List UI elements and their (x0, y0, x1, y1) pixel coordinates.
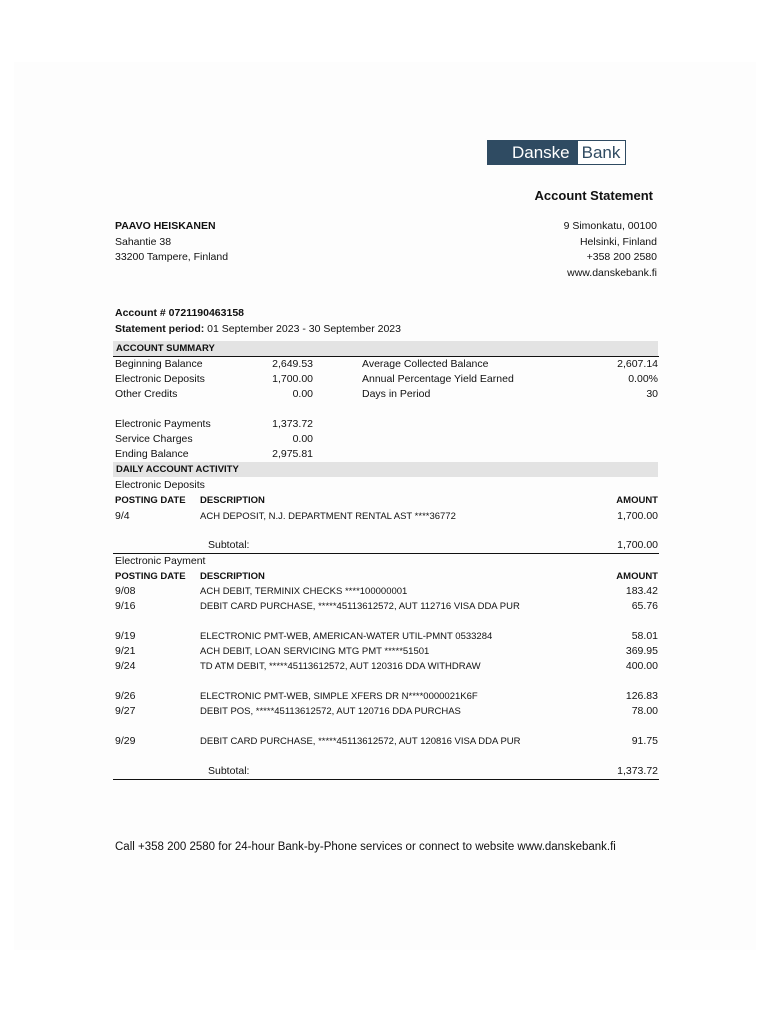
payments-section-title (115, 554, 658, 569)
txn-date: 9/26 (115, 690, 136, 702)
txn-description: ACH DEBIT, TERMINIX CHECKS ****100000001 (200, 586, 408, 597)
bank-street: 9 Simonkatu, 00100 (563, 220, 657, 232)
txn-description: ELECTRONIC PMT-WEB, AMERICAN-WATER UTIL-PMNT 0533284 (200, 631, 493, 642)
txn-description: TD ATM DEBIT, *****45113612572, AUT 120316 DDA WITHDRAW (200, 661, 481, 672)
customer-city: 33200 Tampere, Finland (115, 251, 229, 263)
statement-period-label: Statement period: (115, 323, 205, 335)
transaction-row (115, 659, 658, 674)
footer-contact-text: Call +358 200 2580 for 24-hour Bank-by-Phone services or connect to website www.danskebank.fi (115, 841, 616, 853)
customer-street: Sahantie 38 (115, 235, 172, 248)
txn-date: 9/08 (115, 585, 136, 597)
txn-amount: 91.75 (631, 735, 658, 747)
summary-label: Average Collected Balance (362, 358, 489, 370)
column-headers (115, 569, 658, 584)
transaction-row (115, 629, 658, 644)
subtotal-row (115, 538, 658, 553)
txn-date: 9/4 (115, 510, 130, 522)
statement-period (115, 321, 401, 337)
account-number: Account # 0721190463158 (115, 307, 245, 319)
txn-date: 9/21 (115, 645, 136, 657)
summary-value: 0.00% (628, 373, 658, 385)
summary-row (115, 447, 658, 462)
col-amount: AMOUNT (616, 571, 658, 582)
summary-row (115, 372, 658, 387)
bank-address (500, 219, 657, 281)
summary-value: 0.00 (292, 433, 313, 445)
customer-name: PAAVO HEISKANEN (115, 220, 216, 232)
account-info (115, 305, 401, 337)
bank-city: Helsinki, Finland (579, 235, 657, 248)
summary-value: 1,700.00 (272, 373, 313, 385)
txn-amount: 78.00 (631, 705, 658, 717)
account-summary-heading: ACCOUNT SUMMARY (113, 341, 658, 356)
txn-description: DEBIT CARD PURCHASE, *****45113612572, AUT 112716 VISA DDA PUR (200, 601, 520, 612)
transaction-row (115, 584, 658, 599)
summary-value: 2,975.81 (272, 448, 313, 460)
summary-row (115, 357, 658, 372)
txn-amount: 1,700.00 (617, 510, 658, 522)
txn-description: DEBIT CARD PURCHASE, *****45113612572, AUT 120816 VISA DDA PUR (200, 736, 521, 747)
daily-activity-heading: DAILY ACCOUNT ACTIVITY (113, 462, 658, 477)
txn-amount: 58.01 (631, 630, 658, 642)
summary-label: Annual Percentage Yield Earned (362, 373, 514, 385)
txn-description: DEBIT POS, *****45113612572, AUT 120716 DDA PURCHAS (200, 706, 461, 717)
transaction-row (115, 689, 658, 704)
deposits-section-title (115, 478, 658, 493)
txn-description: ACH DEPOSIT, N.J. DEPARTMENT RENTAL AST ****36772 (200, 511, 456, 522)
txn-date: 9/19 (115, 630, 136, 642)
transaction-row (115, 599, 658, 614)
summary-row (115, 432, 658, 447)
subtotal-value: 1,700.00 (617, 539, 658, 551)
txn-date: 9/24 (115, 660, 136, 672)
logo-part-1: Danske (488, 141, 577, 164)
col-amount: AMOUNT (616, 495, 658, 506)
subtotal-value: 1,373.72 (617, 765, 658, 777)
transaction-row (115, 644, 658, 659)
document-title: Account Statement (534, 188, 653, 203)
col-posting-date: POSTING DATE (115, 495, 186, 506)
summary-label: Ending Balance (115, 448, 189, 460)
transaction-row (115, 704, 658, 719)
transaction-row (115, 509, 658, 524)
txn-amount: 183.42 (625, 585, 658, 597)
bank-website: www.danskebank.fi (567, 266, 657, 279)
summary-value: 2,649.53 (272, 358, 313, 370)
summary-label: Beginning Balance (115, 358, 203, 370)
summary-row (115, 387, 658, 402)
summary-label: Service Charges (115, 433, 193, 445)
divider (113, 779, 659, 780)
txn-amount: 369.95 (625, 645, 658, 657)
summary-label: Other Credits (115, 388, 178, 400)
summary-label: Electronic Payments (115, 418, 211, 430)
summary-value: 2,607.14 (617, 358, 658, 370)
txn-amount: 65.76 (631, 600, 658, 612)
subtotal-label: Subtotal: (208, 539, 250, 551)
transaction-row (115, 734, 658, 749)
subtotal-row (115, 764, 658, 779)
txn-description: ACH DEBIT, LOAN SERVICING MTG PMT *****51501 (200, 646, 430, 657)
summary-label: Days in Period (362, 388, 431, 400)
danske-bank-logo (487, 140, 626, 165)
summary-row (115, 417, 658, 432)
section-title: Electronic Deposits (115, 479, 205, 491)
summary-label: Electronic Deposits (115, 373, 205, 385)
column-headers (115, 493, 658, 508)
summary-value: 1,373.72 (272, 418, 313, 430)
col-description: DESCRIPTION (200, 571, 265, 582)
section-title: Electronic Payment (115, 555, 206, 567)
bank-phone: +358 200 2580 (586, 251, 657, 263)
col-posting-date: POSTING DATE (115, 571, 186, 582)
logo-part-2: Bank (577, 141, 626, 164)
subtotal-label: Subtotal: (208, 765, 250, 777)
txn-date: 9/29 (115, 735, 136, 747)
customer-address (115, 219, 228, 266)
txn-amount: 400.00 (625, 660, 658, 672)
summary-value: 0.00 (292, 388, 313, 400)
txn-date: 9/27 (115, 705, 136, 717)
txn-amount: 126.83 (625, 690, 658, 702)
txn-description: ELECTRONIC PMT-WEB, SIMPLE XFERS DR N****0000021K6F (200, 691, 478, 702)
summary-value: 30 (646, 388, 658, 400)
txn-date: 9/16 (115, 600, 136, 612)
col-description: DESCRIPTION (200, 495, 265, 506)
statement-period-value: 01 September 2023 - 30 September 2023 (204, 323, 401, 335)
